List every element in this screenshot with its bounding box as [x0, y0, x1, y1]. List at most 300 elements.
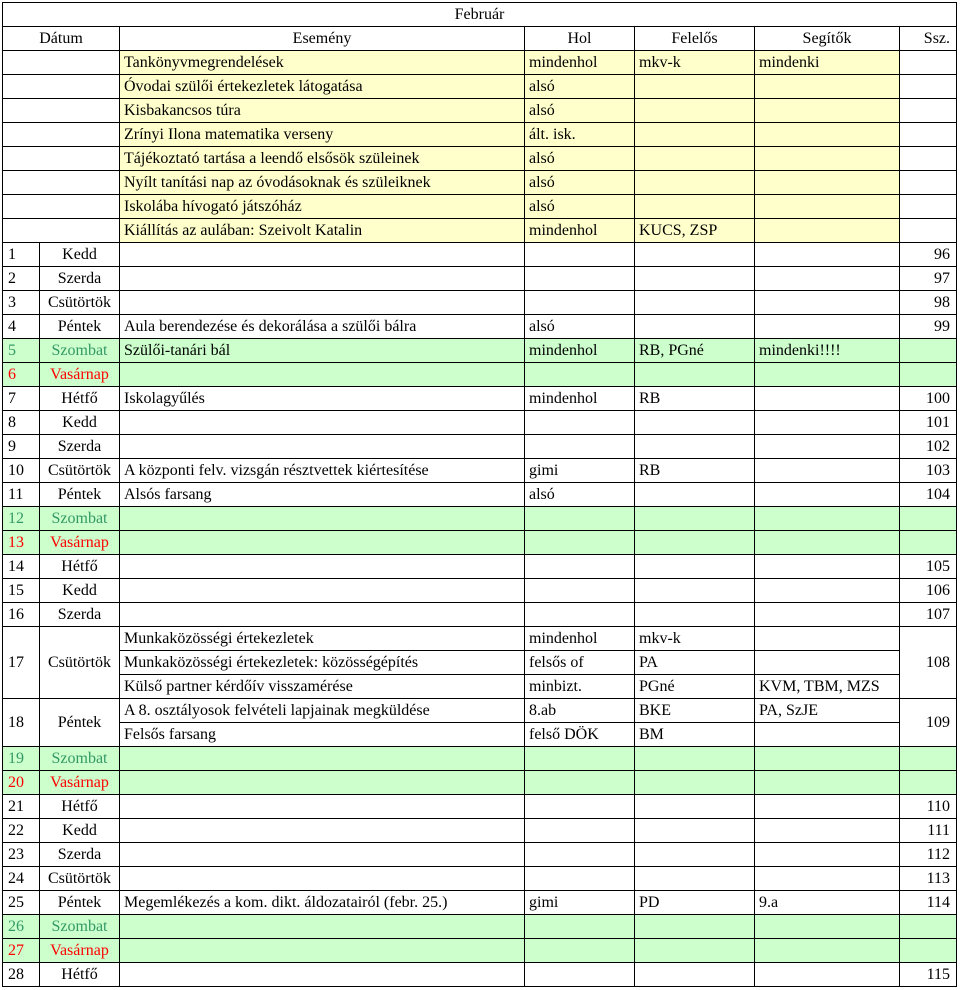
- day-row: [3, 483, 957, 507]
- day-name: Hétfő: [40, 963, 120, 987]
- day-name: Szombat: [40, 747, 120, 771]
- header-date: Dátum: [3, 27, 120, 51]
- day-name: Hétfő: [40, 555, 120, 579]
- responsible-cell: [635, 363, 755, 387]
- day-name: Péntek: [40, 699, 120, 747]
- day-row: [3, 795, 957, 819]
- preface-row: [3, 171, 957, 195]
- day-row: [3, 579, 957, 603]
- responsible-cell: [635, 195, 755, 219]
- day-number: 15: [3, 579, 40, 603]
- day-name: Péntek: [40, 315, 120, 339]
- day-number: 20: [3, 771, 40, 795]
- helpers-cell: [755, 219, 900, 243]
- responsible-cell: [635, 531, 755, 555]
- helpers-cell: [755, 411, 900, 435]
- responsible-cell: [635, 939, 755, 963]
- number-cell: 110: [900, 795, 957, 819]
- event-cell: [120, 435, 525, 459]
- number-cell: [900, 219, 957, 243]
- event-cell: Iskolába hívogató játszóház: [120, 195, 525, 219]
- responsible-cell: [635, 75, 755, 99]
- number-cell: [900, 747, 957, 771]
- preface-row: [3, 51, 957, 75]
- event-cell: Megemlékezés a kom. dikt. áldozatairól (febr. 25.): [120, 891, 525, 915]
- month-title: Február: [3, 3, 957, 27]
- helpers-cell: [755, 651, 900, 675]
- where-cell: minbizt.: [525, 675, 635, 699]
- number-cell: 112: [900, 843, 957, 867]
- day-row: [3, 387, 957, 411]
- helpers-cell: [755, 315, 900, 339]
- day-name: Szombat: [40, 507, 120, 531]
- event-cell: Külső partner kérdőív visszamérése: [120, 675, 525, 699]
- event-cell: [120, 963, 525, 987]
- day-number: 4: [3, 315, 40, 339]
- number-cell: 109: [900, 699, 957, 747]
- number-cell: 101: [900, 411, 957, 435]
- day-name: Csütörtök: [40, 459, 120, 483]
- header-helpers: Segítők: [755, 27, 900, 51]
- helpers-cell: [755, 963, 900, 987]
- event-cell: [120, 939, 525, 963]
- number-cell: [900, 339, 957, 363]
- day-row: [3, 651, 957, 675]
- responsible-cell: [635, 243, 755, 267]
- day-number: 11: [3, 483, 40, 507]
- where-cell: [525, 771, 635, 795]
- event-cell: [120, 771, 525, 795]
- preface-row: [3, 219, 957, 243]
- responsible-cell: [635, 411, 755, 435]
- helpers-cell: [755, 555, 900, 579]
- day-row: [3, 915, 957, 939]
- where-cell: [525, 939, 635, 963]
- number-cell: 99: [900, 315, 957, 339]
- day-row: [3, 891, 957, 915]
- number-cell: [900, 915, 957, 939]
- day-number: 5: [3, 339, 40, 363]
- number-cell: 113: [900, 867, 957, 891]
- event-cell: [120, 867, 525, 891]
- day-row: [3, 315, 957, 339]
- where-cell: gimi: [525, 459, 635, 483]
- number-cell: [900, 147, 957, 171]
- where-cell: [525, 795, 635, 819]
- event-cell: Munkaközösségi értekezletek: közösségépítés: [120, 651, 525, 675]
- number-cell: 102: [900, 435, 957, 459]
- day-name: Szombat: [40, 915, 120, 939]
- event-cell: Aula berendezése és dekorálása a szülői bálra: [120, 315, 525, 339]
- header-where: Hol: [525, 27, 635, 51]
- responsible-cell: [635, 99, 755, 123]
- responsible-cell: RB: [635, 387, 755, 411]
- responsible-cell: BM: [635, 723, 755, 747]
- day-number: 14: [3, 555, 40, 579]
- preface-date-blank: [3, 123, 120, 147]
- helpers-cell: [755, 459, 900, 483]
- header-number: Ssz.: [900, 27, 957, 51]
- preface-row: [3, 147, 957, 171]
- where-cell: [525, 747, 635, 771]
- day-number: 2: [3, 267, 40, 291]
- day-name: Hétfő: [40, 387, 120, 411]
- number-cell: 105: [900, 555, 957, 579]
- event-cell: A 8. osztályosok felvételi lapjainak megküldése: [120, 699, 525, 723]
- helpers-cell: [755, 267, 900, 291]
- where-cell: [525, 603, 635, 627]
- responsible-cell: [635, 267, 755, 291]
- preface-row: [3, 75, 957, 99]
- helpers-cell: [755, 123, 900, 147]
- day-number: 7: [3, 387, 40, 411]
- number-cell: 107: [900, 603, 957, 627]
- day-number: 23: [3, 843, 40, 867]
- where-cell: [525, 819, 635, 843]
- where-cell: mindenhol: [525, 219, 635, 243]
- preface-row: [3, 123, 957, 147]
- responsible-cell: [635, 843, 755, 867]
- day-name: Vasárnap: [40, 363, 120, 387]
- day-row: [3, 555, 957, 579]
- header-responsible: Felelős: [635, 27, 755, 51]
- responsible-cell: [635, 963, 755, 987]
- preface-date-blank: [3, 219, 120, 243]
- responsible-cell: [635, 435, 755, 459]
- event-cell: [120, 291, 525, 315]
- responsible-cell: [635, 315, 755, 339]
- responsible-cell: [635, 555, 755, 579]
- day-row: [3, 819, 957, 843]
- helpers-cell: [755, 843, 900, 867]
- where-cell: [525, 867, 635, 891]
- day-name: Kedd: [40, 243, 120, 267]
- day-row: [3, 747, 957, 771]
- where-cell: [525, 291, 635, 315]
- event-cell: [120, 363, 525, 387]
- number-cell: [900, 531, 957, 555]
- event-cell: Tankönyvmegrendelések: [120, 51, 525, 75]
- responsible-cell: PGné: [635, 675, 755, 699]
- day-name: Szerda: [40, 435, 120, 459]
- where-cell: alsó: [525, 315, 635, 339]
- event-cell: Kiállítás az aulában: Szeivolt Katalin: [120, 219, 525, 243]
- helpers-cell: [755, 171, 900, 195]
- day-row: [3, 843, 957, 867]
- helpers-cell: [755, 747, 900, 771]
- day-number: 21: [3, 795, 40, 819]
- day-name: Péntek: [40, 891, 120, 915]
- event-cell: [120, 747, 525, 771]
- helpers-cell: PA, SzJE: [755, 699, 900, 723]
- day-number: 8: [3, 411, 40, 435]
- preface-date-blank: [3, 75, 120, 99]
- day-number: 24: [3, 867, 40, 891]
- day-number: 9: [3, 435, 40, 459]
- event-cell: Iskolagyűlés: [120, 387, 525, 411]
- day-row: [3, 267, 957, 291]
- number-cell: [900, 99, 957, 123]
- event-cell: [120, 819, 525, 843]
- responsible-cell: RB, PGné: [635, 339, 755, 363]
- where-cell: alsó: [525, 171, 635, 195]
- responsible-cell: KUCS, ZSP: [635, 219, 755, 243]
- responsible-cell: [635, 483, 755, 507]
- number-cell: [900, 51, 957, 75]
- where-cell: [525, 363, 635, 387]
- where-cell: [525, 915, 635, 939]
- responsible-cell: mkv-k: [635, 51, 755, 75]
- helpers-cell: [755, 603, 900, 627]
- day-name: Kedd: [40, 579, 120, 603]
- where-cell: felső DÖK: [525, 723, 635, 747]
- helpers-cell: [755, 507, 900, 531]
- where-cell: mindenhol: [525, 51, 635, 75]
- helpers-cell: [755, 771, 900, 795]
- day-number: 3: [3, 291, 40, 315]
- day-row: [3, 939, 957, 963]
- event-cell: Kisbakancsos túra: [120, 99, 525, 123]
- number-cell: 96: [900, 243, 957, 267]
- event-cell: [120, 915, 525, 939]
- where-cell: felsős of: [525, 651, 635, 675]
- day-row: [3, 627, 957, 651]
- number-cell: 103: [900, 459, 957, 483]
- responsible-cell: [635, 147, 755, 171]
- event-cell: Alsós farsang: [120, 483, 525, 507]
- day-number: 28: [3, 963, 40, 987]
- helpers-cell: 9.a: [755, 891, 900, 915]
- day-number: 1: [3, 243, 40, 267]
- day-row: [3, 867, 957, 891]
- day-number: 16: [3, 603, 40, 627]
- helpers-cell: [755, 147, 900, 171]
- responsible-cell: [635, 771, 755, 795]
- day-row: [3, 771, 957, 795]
- day-name: Vasárnap: [40, 531, 120, 555]
- preface-date-blank: [3, 195, 120, 219]
- helpers-cell: [755, 723, 900, 747]
- responsible-cell: [635, 579, 755, 603]
- event-cell: Nyílt tanítási nap az óvodásoknak és szüleiknek: [120, 171, 525, 195]
- responsible-cell: [635, 171, 755, 195]
- responsible-cell: RB: [635, 459, 755, 483]
- event-cell: Zrínyi Ilona matematika verseny: [120, 123, 525, 147]
- helpers-cell: [755, 291, 900, 315]
- day-name: Vasárnap: [40, 939, 120, 963]
- number-cell: 111: [900, 819, 957, 843]
- where-cell: mindenhol: [525, 627, 635, 651]
- helpers-cell: [755, 243, 900, 267]
- day-name: Kedd: [40, 819, 120, 843]
- event-cell: [120, 531, 525, 555]
- where-cell: [525, 411, 635, 435]
- day-name: Csütörtök: [40, 291, 120, 315]
- where-cell: 8.ab: [525, 699, 635, 723]
- preface-date-blank: [3, 51, 120, 75]
- number-cell: [900, 939, 957, 963]
- helpers-cell: [755, 387, 900, 411]
- day-row: [3, 435, 957, 459]
- event-cell: [120, 411, 525, 435]
- day-row: [3, 963, 957, 987]
- day-number: 27: [3, 939, 40, 963]
- helpers-cell: [755, 363, 900, 387]
- header-event: Esemény: [120, 27, 525, 51]
- number-cell: 108: [900, 627, 957, 699]
- where-cell: alsó: [525, 99, 635, 123]
- day-row: [3, 363, 957, 387]
- day-row: [3, 603, 957, 627]
- responsible-cell: [635, 819, 755, 843]
- where-cell: mindenhol: [525, 387, 635, 411]
- number-cell: 106: [900, 579, 957, 603]
- day-name: Szerda: [40, 603, 120, 627]
- number-cell: [900, 363, 957, 387]
- where-cell: [525, 963, 635, 987]
- number-cell: [900, 171, 957, 195]
- number-cell: [900, 75, 957, 99]
- day-row: [3, 243, 957, 267]
- helpers-cell: KVM, TBM, MZS: [755, 675, 900, 699]
- where-cell: alsó: [525, 147, 635, 171]
- day-number: 12: [3, 507, 40, 531]
- day-number: 19: [3, 747, 40, 771]
- preface-row: [3, 99, 957, 123]
- responsible-cell: PA: [635, 651, 755, 675]
- day-row: [3, 723, 957, 747]
- day-row: [3, 699, 957, 723]
- helpers-cell: mindenki: [755, 51, 900, 75]
- day-name: Szerda: [40, 843, 120, 867]
- event-cell: [120, 579, 525, 603]
- helpers-cell: mindenki!!!!: [755, 339, 900, 363]
- where-cell: [525, 843, 635, 867]
- day-number: 26: [3, 915, 40, 939]
- event-cell: [120, 555, 525, 579]
- event-cell: Szülői-tanári bál: [120, 339, 525, 363]
- responsible-cell: [635, 123, 755, 147]
- helpers-cell: [755, 75, 900, 99]
- helpers-cell: [755, 795, 900, 819]
- day-name: Kedd: [40, 411, 120, 435]
- day-number: 13: [3, 531, 40, 555]
- helpers-cell: [755, 435, 900, 459]
- event-cell: Tájékoztató tartása a leendő elsősök szüleinek: [120, 147, 525, 171]
- number-cell: [900, 507, 957, 531]
- responsible-cell: PD: [635, 891, 755, 915]
- day-row: [3, 411, 957, 435]
- day-row: [3, 459, 957, 483]
- where-cell: [525, 531, 635, 555]
- helpers-cell: [755, 99, 900, 123]
- where-cell: alsó: [525, 483, 635, 507]
- number-cell: 100: [900, 387, 957, 411]
- day-number: 22: [3, 819, 40, 843]
- responsible-cell: [635, 915, 755, 939]
- event-cell: [120, 243, 525, 267]
- where-cell: [525, 579, 635, 603]
- day-name: Hétfő: [40, 795, 120, 819]
- helpers-cell: [755, 579, 900, 603]
- number-cell: [900, 771, 957, 795]
- where-cell: [525, 435, 635, 459]
- where-cell: [525, 507, 635, 531]
- day-row: [3, 507, 957, 531]
- number-cell: 114: [900, 891, 957, 915]
- event-cell: Felsős farsang: [120, 723, 525, 747]
- event-cell: [120, 507, 525, 531]
- helpers-cell: [755, 531, 900, 555]
- day-number: 25: [3, 891, 40, 915]
- day-row: [3, 291, 957, 315]
- event-cell: [120, 843, 525, 867]
- day-number: 18: [3, 699, 40, 747]
- number-cell: 97: [900, 267, 957, 291]
- responsible-cell: [635, 795, 755, 819]
- responsible-cell: [635, 507, 755, 531]
- preface-date-blank: [3, 99, 120, 123]
- day-number: 6: [3, 363, 40, 387]
- where-cell: alsó: [525, 195, 635, 219]
- helpers-cell: [755, 483, 900, 507]
- where-cell: [525, 555, 635, 579]
- responsible-cell: [635, 291, 755, 315]
- number-cell: 104: [900, 483, 957, 507]
- event-cell: [120, 267, 525, 291]
- preface-date-blank: [3, 171, 120, 195]
- day-name: Szerda: [40, 267, 120, 291]
- helpers-cell: [755, 819, 900, 843]
- responsible-cell: mkv-k: [635, 627, 755, 651]
- day-row: [3, 675, 957, 699]
- schedule-table: [2, 2, 957, 987]
- day-name: Vasárnap: [40, 771, 120, 795]
- number-cell: 98: [900, 291, 957, 315]
- number-cell: 115: [900, 963, 957, 987]
- where-cell: ált. isk.: [525, 123, 635, 147]
- event-cell: Óvodai szülői értekezletek látogatása: [120, 75, 525, 99]
- day-name: Péntek: [40, 483, 120, 507]
- helpers-cell: [755, 939, 900, 963]
- helpers-cell: [755, 915, 900, 939]
- where-cell: gimi: [525, 891, 635, 915]
- day-name: Csütörtök: [40, 867, 120, 891]
- responsible-cell: BKE: [635, 699, 755, 723]
- day-name: Szombat: [40, 339, 120, 363]
- day-row: [3, 339, 957, 363]
- number-cell: [900, 195, 957, 219]
- where-cell: mindenhol: [525, 339, 635, 363]
- preface-date-blank: [3, 147, 120, 171]
- responsible-cell: [635, 867, 755, 891]
- where-cell: [525, 267, 635, 291]
- helpers-cell: [755, 195, 900, 219]
- event-cell: A központi felv. vizsgán résztvettek kiértesítése: [120, 459, 525, 483]
- helpers-cell: [755, 867, 900, 891]
- day-name: Csütörtök: [40, 627, 120, 699]
- day-number: 10: [3, 459, 40, 483]
- event-cell: Munkaközösségi értekezletek: [120, 627, 525, 651]
- event-cell: [120, 603, 525, 627]
- day-row: [3, 531, 957, 555]
- day-number: 17: [3, 627, 40, 699]
- where-cell: alsó: [525, 75, 635, 99]
- event-cell: [120, 795, 525, 819]
- responsible-cell: [635, 603, 755, 627]
- number-cell: [900, 123, 957, 147]
- helpers-cell: [755, 627, 900, 651]
